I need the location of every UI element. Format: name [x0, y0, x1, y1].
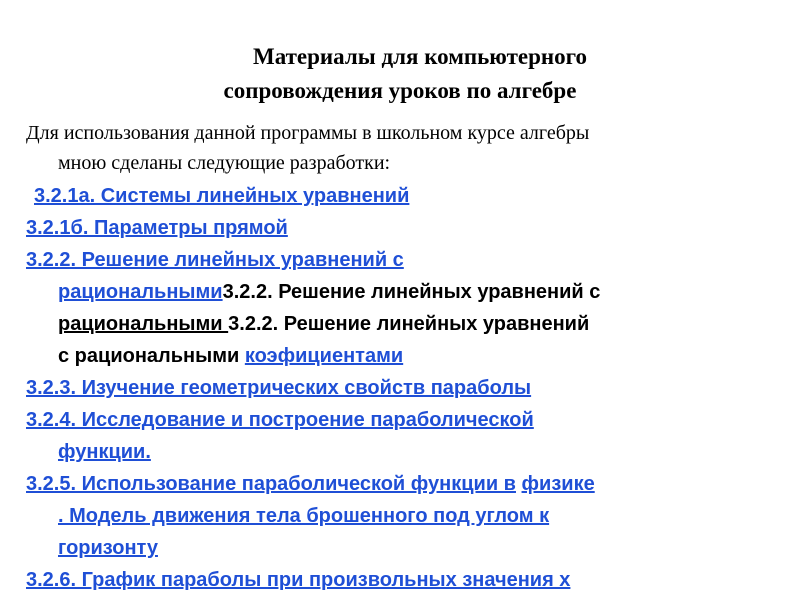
list-item-continuation	[26, 276, 786, 308]
item-text: рациональными	[58, 313, 229, 335]
intro-line-2: мною сделаны следующие разработки:	[58, 152, 391, 174]
list-item-continuation	[26, 436, 786, 468]
link-horizon[interactable]: горизонту	[58, 537, 158, 559]
link-parabola-geometry[interactable]: 3.2.3. Изучение геометрических свойств параболы	[26, 377, 532, 399]
list-item-continuation	[26, 308, 786, 340]
link-parabolic-in-physics[interactable]: 3.2.5. Использование параболической функции в	[26, 473, 516, 495]
title-line-2: сопровождения уроков по алгебре	[223, 78, 577, 103]
page-title	[0, 40, 800, 108]
list-item-line-params	[26, 212, 786, 244]
list-item-parabola-graph	[26, 564, 786, 596]
item-text: 3.2.2. Решение линейных уравнений	[228, 313, 590, 335]
link-physics[interactable]: физике	[521, 473, 595, 495]
list-item-rational-coefficients	[26, 244, 786, 372]
link-systems-linear-equations[interactable]: 3.2.1а. Системы линейных уравнений	[34, 185, 410, 207]
link-rational[interactable]: рациональными	[58, 281, 223, 303]
intro-line-1: Для использования данной программы в школьном курсе алгебры	[26, 122, 590, 144]
list-item-continuation	[26, 500, 786, 532]
item-text: 3.2.2. Решение линейных уравнений с	[222, 281, 601, 303]
list-item-continuation	[26, 532, 786, 564]
item-text: с рациональными	[58, 345, 245, 367]
list-item-parabola-geometry	[26, 372, 786, 404]
list-item-systems	[26, 180, 786, 212]
intro-paragraph	[26, 118, 774, 178]
link-line-parameters[interactable]: 3.2.1б. Параметры прямой	[26, 217, 288, 239]
materials-list	[26, 180, 786, 596]
title-line-1: Материалы для компьютерного	[253, 44, 587, 69]
link-parabolic-function[interactable]: 3.2.4. Исследование и построение параболической	[26, 409, 534, 431]
list-item-continuation	[26, 340, 786, 372]
list-item-physics	[26, 468, 786, 564]
link-parabolic-function-cont[interactable]: функции.	[58, 441, 151, 463]
link-projectile-model[interactable]: . Модель движения тела брошенного под углом к	[58, 505, 550, 527]
link-coefficients[interactable]: коэфициентами	[244, 345, 404, 367]
link-parabola-graph[interactable]: 3.2.6. График параболы при произвольных значения x	[26, 569, 571, 591]
list-item-parabolic-function	[26, 404, 786, 468]
link-linear-equations-rational[interactable]: 3.2.2. Решение линейных уравнений с	[26, 249, 404, 271]
